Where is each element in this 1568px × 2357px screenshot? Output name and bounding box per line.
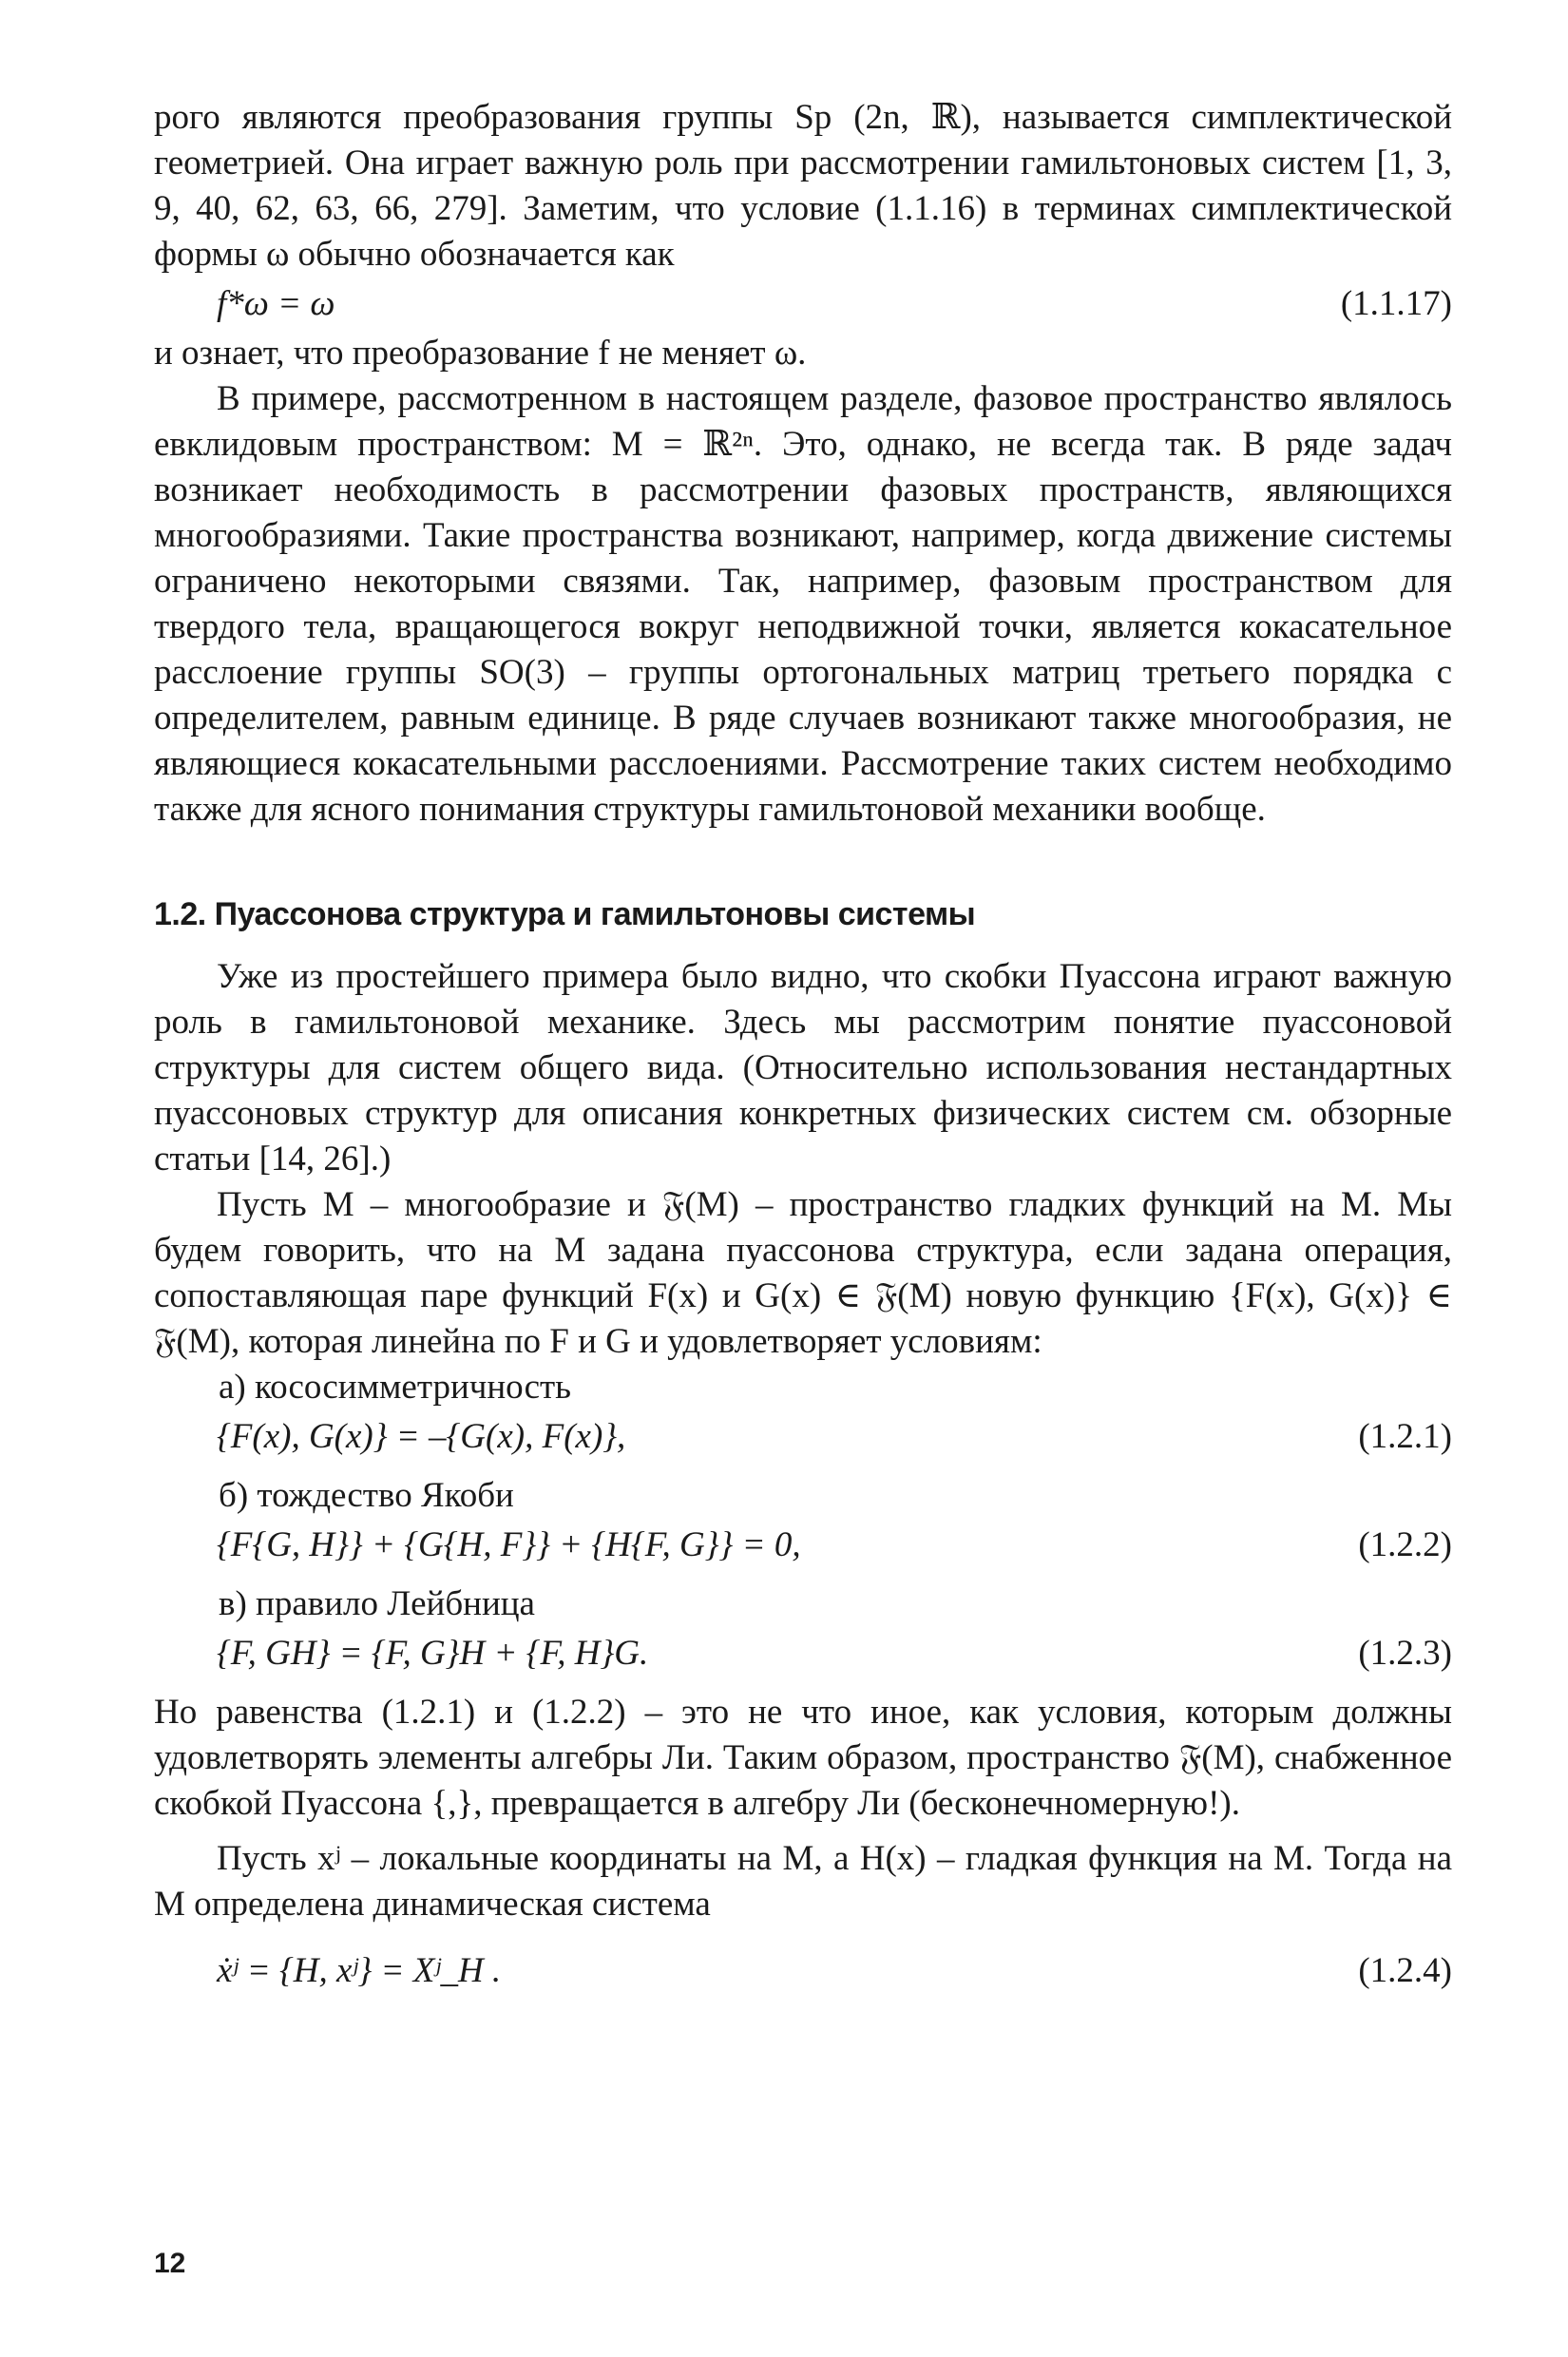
- paragraph-intro: рого являются преобразования группы Sp (2n, ℝ), называется симплектической геометрией. Она играет важную роль при рассмотрении гамильтоновых систем [1, 3, 9, 40, 62, 63, 66, 279]. Заметим, что условие (1.1.16) в терминах симплектической формы ω обычно обозначается как: [154, 98, 1452, 274]
- equation-1-2-3: [154, 1627, 1452, 1680]
- equation-formula: {F, GH} = {F, G}H + {F, H}G.: [217, 1634, 649, 1673]
- condition-jacobi: б) тождество Якоби: [219, 1476, 514, 1515]
- equation-formula: ẋʲ = {H, xʲ} = Xʲ_H .: [217, 1951, 502, 1990]
- equation-number: (1.2.3): [1358, 1634, 1452, 1673]
- section-title: 1.2. Пуассонова структура и гамильтоновы системы: [154, 896, 976, 932]
- page-body: [154, 95, 1452, 1998]
- page-number: 12: [154, 2248, 186, 2279]
- equation-1-2-1: [154, 1410, 1452, 1464]
- paragraph-poisson-intro: Уже из простейшего примера было видно, что скобки Пуассона играют важную роль в гамильтоновой механике. Здесь мы рассмотрим понятие пуассоновой структуры для систем общего вида. (Относительно использования нестандартных пуассоновых структур для описания конкретных физических систем см. обзорные статьи [14, 26].): [154, 957, 1452, 1178]
- equation-number: (1.2.1): [1358, 1417, 1452, 1456]
- paragraph-dynamics: Пусть xʲ – локальные координаты на M, а H(x) – гладкая функция на M. Тогда на M определена динамическая система: [154, 1839, 1452, 1924]
- equation-formula: {F{G, H}} + {G{H, F}} + {H{F, G}} = 0,: [217, 1525, 801, 1564]
- equation-1-2-4: [154, 1945, 1452, 1998]
- paragraph-means: и ознает, что преобразование f не меняет ω.: [154, 334, 807, 373]
- equation-1-2-2: [154, 1519, 1452, 1572]
- equation-formula: {F(x), G(x)} = –{G(x), F(x)},: [217, 1417, 626, 1456]
- equation-1-1-17: [154, 278, 1452, 331]
- paragraph-lie-algebra: Но равенства (1.2.1) и (1.2.2) – это не что иное, как условия, которым должны удовлетворять элементы алгебры Ли. Таким образом, пространство 𝔉(M), снабженное скобкой Пуассона {,}, превращается в алгебру Ли (бесконечномерную!).: [154, 1693, 1452, 1823]
- equation-number: (1.1.17): [1340, 284, 1452, 323]
- equation-number: (1.2.4): [1358, 1951, 1452, 1990]
- equation-formula: f*ω = ω: [217, 284, 335, 323]
- equation-number: (1.2.2): [1358, 1525, 1452, 1564]
- paragraph-poisson-definition: Пусть M – многообразие и 𝔉(M) – пространство гладких функций на M. Мы будем говорить, что на M задана пуассонова структура, если задана операция, сопоставляющая паре функций F(x) и G(x) ∈ 𝔉(M) новую функцию {F(x), G(x)} ∈ 𝔉(M), которая линейна по F и G и удовлетворяет условиям:: [154, 1185, 1452, 1361]
- paragraph-phase-space: В примере, рассмотренном в настоящем разделе, фазовое пространство являлось евклидовым пространством: M = ℝ²ⁿ. Это, однако, не всегда так. В ряде задач возникает необходимость в рассмотрении фазовых пространств, являющихся многообразиями. Такие пространства возникают, например, когда движение системы ограничено некоторыми связями. Так, например, фазовым пространством для твердого тела, вращающегося вокруг неподвижной точки, является кокасательное расслоение группы SO(3) – группы ортогональных матриц третьего порядка с определителем, равным единице. В ряде случаев возникают также многообразия, не являющиеся кокасательными расслоениями. Рассмотрение таких систем необходимо также для ясного понимания структуры гамильтоновой механики вообще.: [154, 379, 1452, 829]
- condition-antisymmetry: а) кососимметричность: [219, 1368, 572, 1407]
- condition-leibniz: в) правило Лейбница: [219, 1584, 535, 1623]
